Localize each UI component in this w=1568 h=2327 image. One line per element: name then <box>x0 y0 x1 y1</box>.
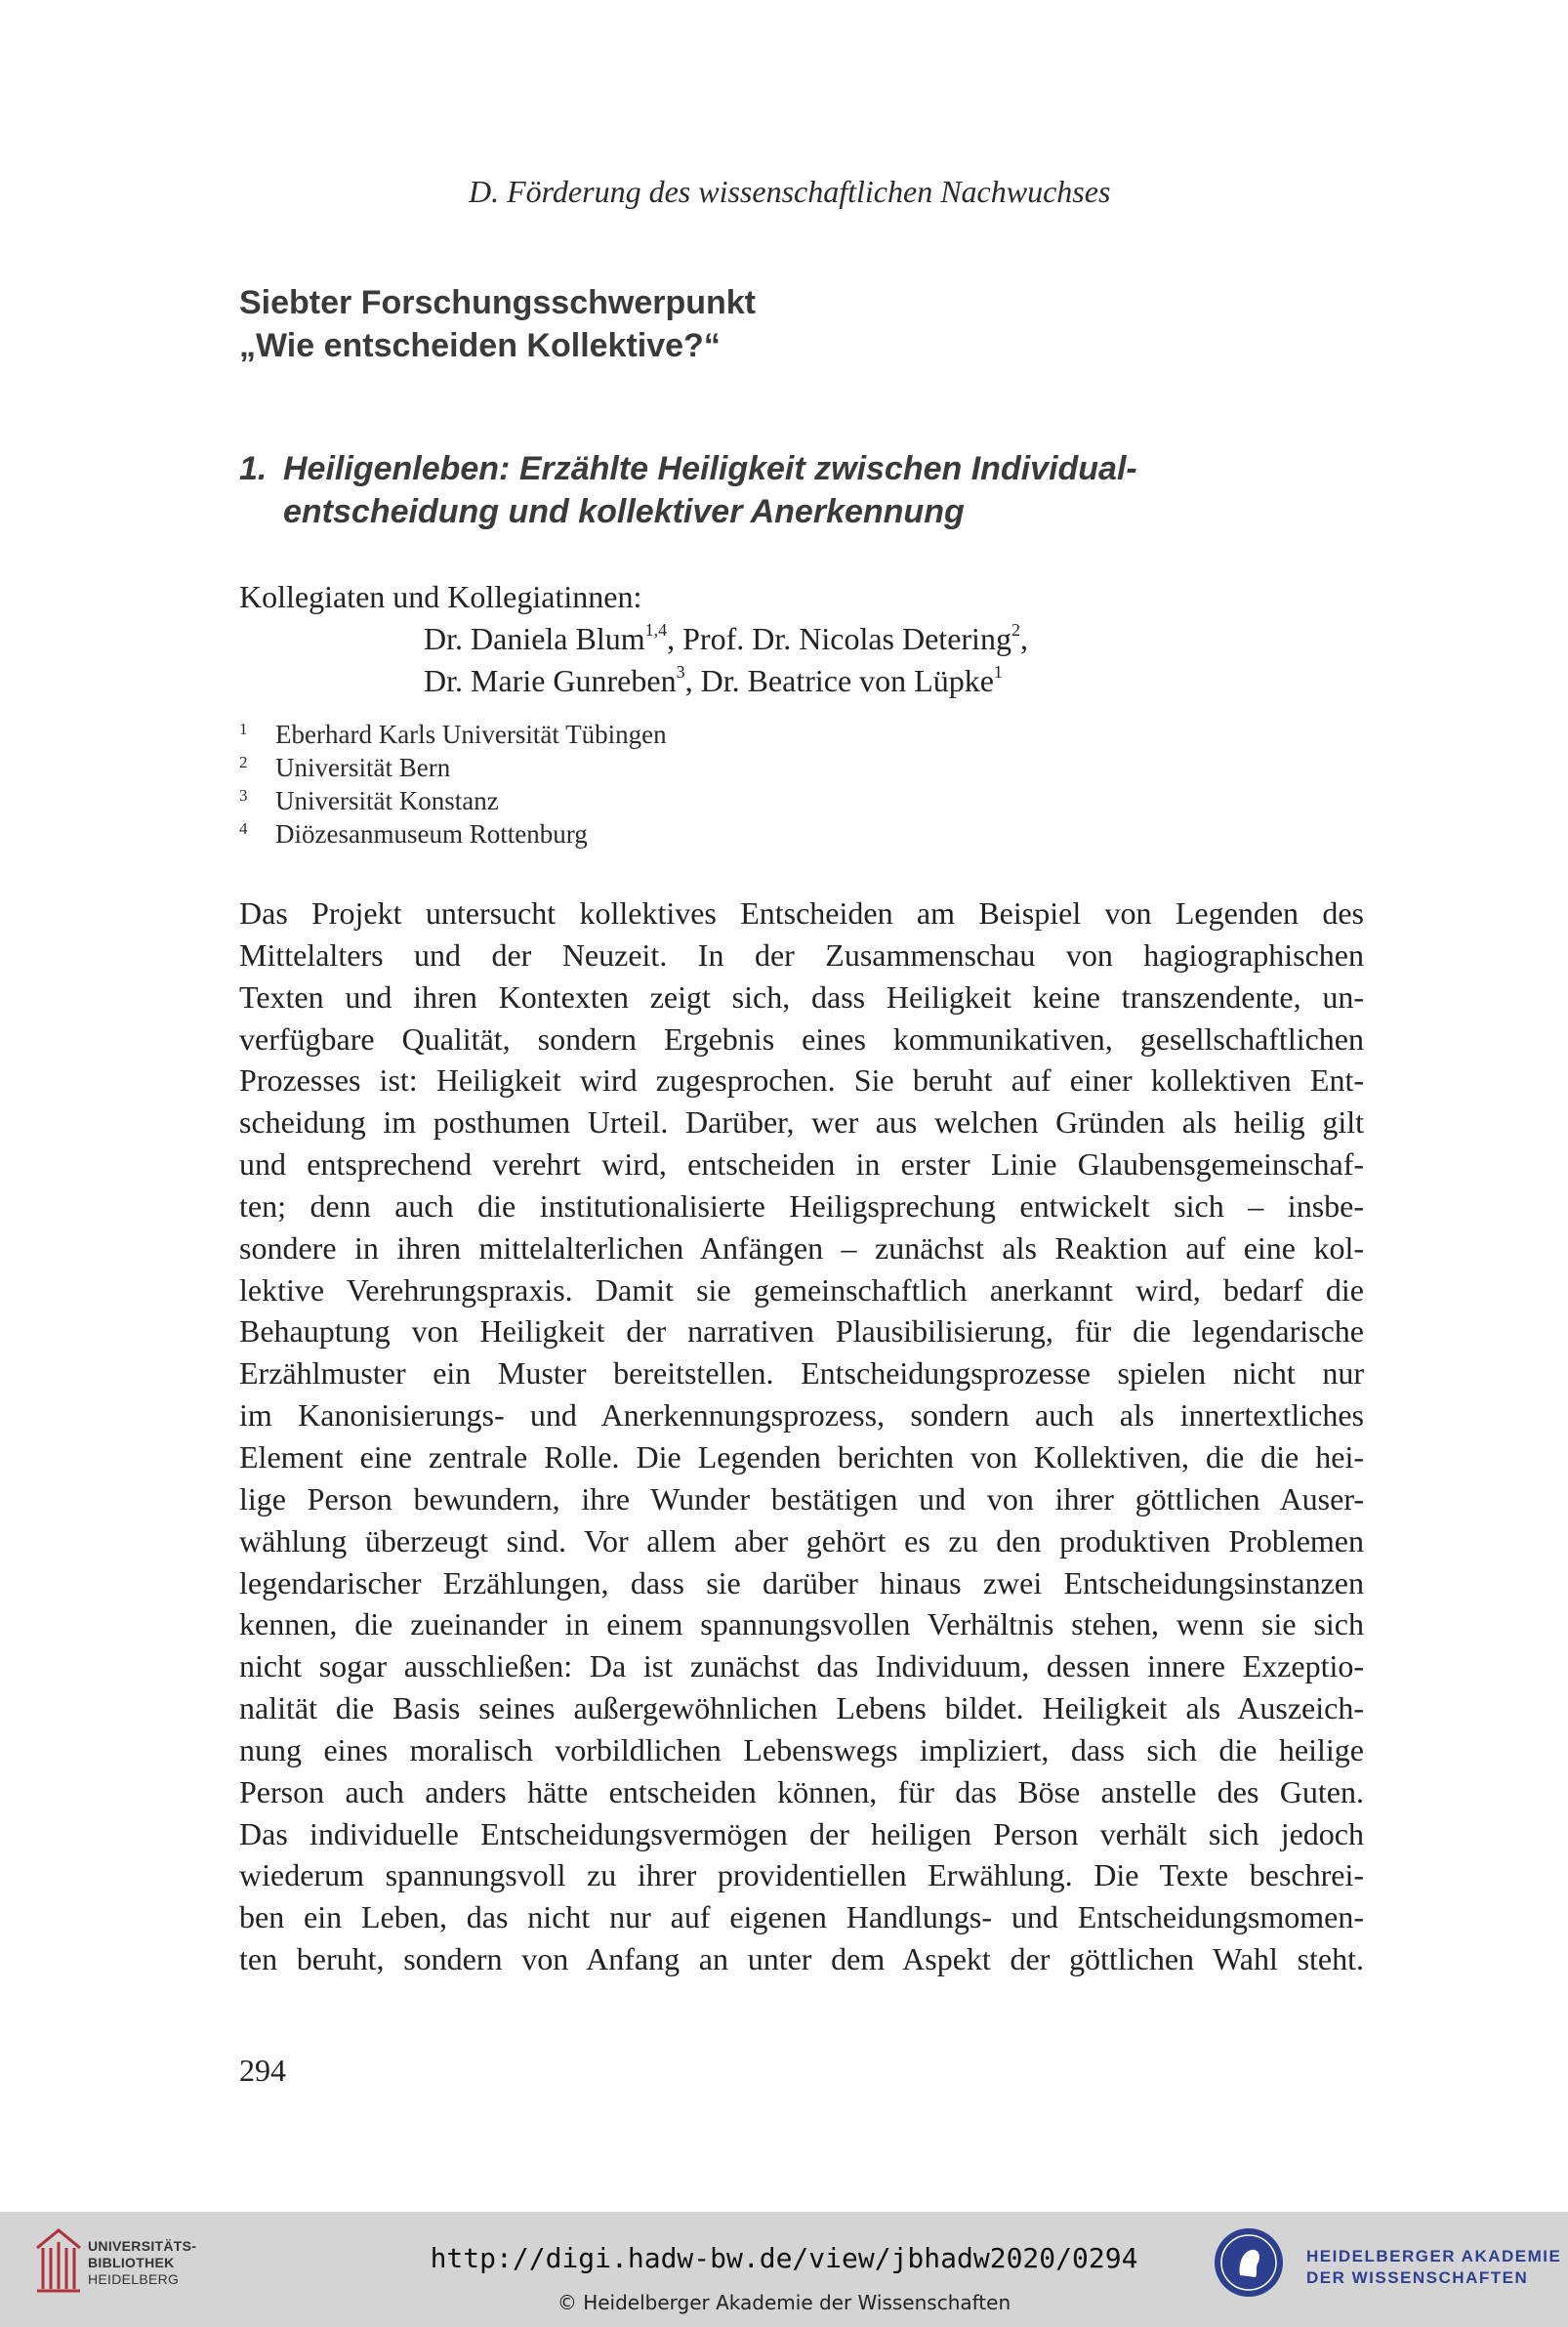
body-line: ten beruht, sondern von Anfang an unter dem Aspekt der göttlichen Wahl steht. <box>239 1941 1364 1977</box>
body-line: Prozesses ist: Heiligkeit wird zugesprochen. Sie beruht auf einer kollektiven Ent- <box>239 1062 1364 1099</box>
body-line: Das Projekt untersucht kollektives Entscheiden am Beispiel von Legenden des <box>239 895 1364 931</box>
page-number: 294 <box>239 2053 286 2088</box>
affiliation-mark: 2 <box>239 753 248 771</box>
subsection-title-line1: Heiligenleben: Erzählte Heiligkeit zwischen Individual- <box>283 450 1137 487</box>
section-title <box>239 281 756 367</box>
permalink-url[interactable]: http://digi.hadw-bw.de/view/jbhadw2020/0294 <box>430 2242 1138 2274</box>
body-line: Das individuelle Entscheidungsvermögen der heiligen Person verhält sich jedoch <box>239 1815 1364 1851</box>
affiliation-item <box>239 817 667 851</box>
section-title-line1: Siebter Forschungsschwerpunkt <box>239 284 756 321</box>
affiliation-item <box>239 751 667 784</box>
academy-seal-icon[interactable] <box>1213 2226 1285 2299</box>
body-line: sondere in ihren mittelalterlichen Anfängen – zunächst als Reaktion auf eine kol- <box>239 1229 1364 1266</box>
body-line: Mittelalters und der Neuzeit. In der Zusammenschau von hagiographischen <box>239 936 1364 973</box>
body-paragraph <box>239 893 1364 1980</box>
participants-line1 <box>239 618 1028 660</box>
affiliation-marker: 1 <box>993 662 1003 682</box>
affiliation-marker: 3 <box>676 662 685 682</box>
affiliation-name: Diözesanmuseum Rottenburg <box>275 819 588 849</box>
body-line: Behauptung von Heiligkeit der narrativen Plausibilisierung, für die legendarische <box>239 1313 1364 1350</box>
copyright-notice: © Heidelberger Akademie der Wissenschaften <box>557 2291 1011 2314</box>
affiliation-marker: 2 <box>1011 620 1020 640</box>
body-line: wiederum spannungsvoll zu ihrer providentiellen Erwählung. Die Texte beschrei- <box>239 1857 1364 1893</box>
participants-label: Kollegiaten und Kollegiatinnen: <box>239 579 642 614</box>
academy-name-line: HEIDELBERGER AKADEMIE <box>1306 2247 1562 2265</box>
body-line: ben ein Leben, das nicht nur auf eigenen Handlungs- und Entscheidungsmomen- <box>239 1899 1364 1935</box>
running-head: D. Förderung des wissenschaftlichen Nachwuchses <box>469 174 1111 209</box>
participant-name: Dr. Marie Gunreben <box>424 663 677 698</box>
affiliations-list <box>239 718 667 851</box>
body-line: scheidung im posthumen Urteil. Darüber, wer aus welchen Gründen als heilig gilt <box>239 1104 1364 1141</box>
body-line: ten; denn auch die institutionalisierte Heiligsprechung entwickelt sich – insbe- <box>239 1187 1364 1224</box>
body-line: nalität die Basis seines außergewöhnlichen Lebens bildet. Heiligkeit als Auszeich- <box>239 1690 1364 1726</box>
affiliation-mark: 3 <box>239 786 248 805</box>
affiliation-item <box>239 718 667 751</box>
library-name-line: UNIVERSITÄTS- <box>88 2238 197 2254</box>
body-line: und entsprechend verehrt wird, entscheiden in erster Linie Glaubensgemeinschaf- <box>239 1146 1364 1183</box>
body-line: lige Person bewundern, ihre Wunder bestätigen und von ihrer göttlichen Auser- <box>239 1480 1364 1517</box>
subsection-title-line2: entscheidung und kollektiver Anerkennung <box>283 493 965 530</box>
body-line: Person auch anders hätte entscheiden können, für das Böse anstelle des Guten. <box>239 1773 1364 1809</box>
participant-name: , Dr. Beatrice von Lüpke <box>684 663 994 698</box>
body-line: wählung überzeugt sind. Vor allem aber gehört es zu den produktiven Problemen <box>239 1522 1364 1558</box>
body-line: im Kanonisierungs- und Anerkennungsprozess, sondern auch als innertextliches <box>239 1397 1364 1434</box>
affiliation-item <box>239 784 667 817</box>
body-line: verfügbare Qualität, sondern Ergebnis eines kommunikativen, gesellschaftlichen <box>239 1020 1364 1057</box>
academy-name-line: DER WISSENSCHAFTEN <box>1306 2268 1529 2287</box>
subsection-title <box>239 447 1137 533</box>
body-line: Element eine zentrale Rolle. Die Legenden berichten von Kollektiven, die die hei- <box>239 1438 1364 1475</box>
participant-name: , Prof. Dr. Nicolas Detering <box>667 621 1011 656</box>
participant-name: Dr. Daniela Blum <box>424 621 645 656</box>
section-title-line2: „Wie entscheiden Kollektive?“ <box>239 327 721 364</box>
separator: , <box>1019 621 1028 656</box>
library-name-line: HEIDELBERG <box>88 2271 180 2287</box>
academy-name <box>1306 2246 1561 2289</box>
body-line: lektive Verehrungspraxis. Damit sie gemeinschaftlich anerkannt wird, bedarf die <box>239 1271 1364 1308</box>
library-name-line: BIBLIOTHEK <box>88 2255 175 2270</box>
affiliation-name: Universität Konstanz <box>275 786 499 815</box>
subsection-number: 1. <box>239 450 268 487</box>
participants-block <box>239 576 1028 702</box>
affiliation-name: Eberhard Karls Universität Tübingen <box>275 720 667 749</box>
affiliation-mark: 1 <box>239 720 248 738</box>
affiliation-mark: 4 <box>239 819 248 838</box>
body-line: legendarischer Erzählungen, dass sie darüber hinaus zwei Entscheidungsinstanzen <box>239 1564 1364 1600</box>
body-line: nung eines moralisch vorbildlichen Lebenswegs impliziert, dass sich die heilige <box>239 1731 1364 1767</box>
body-line: nicht sogar ausschließen: Da ist zunächst das Individuum, dessen innere Exzeptio- <box>239 1648 1364 1684</box>
body-line: Texten und ihren Kontexten zeigt sich, dass Heiligkeit keine transzendente, un- <box>239 978 1364 1015</box>
affiliation-name: Universität Bern <box>275 753 451 782</box>
body-line: Erzählmuster ein Muster bereitstellen. Entscheidungsprozesse spielen nicht nur <box>239 1355 1364 1392</box>
participants-line2 <box>239 660 1028 702</box>
body-line: kennen, die zueinander in einem spannungsvollen Verhältnis stehen, wenn sie sich <box>239 1606 1364 1642</box>
affiliation-marker: 1,4 <box>644 620 668 640</box>
